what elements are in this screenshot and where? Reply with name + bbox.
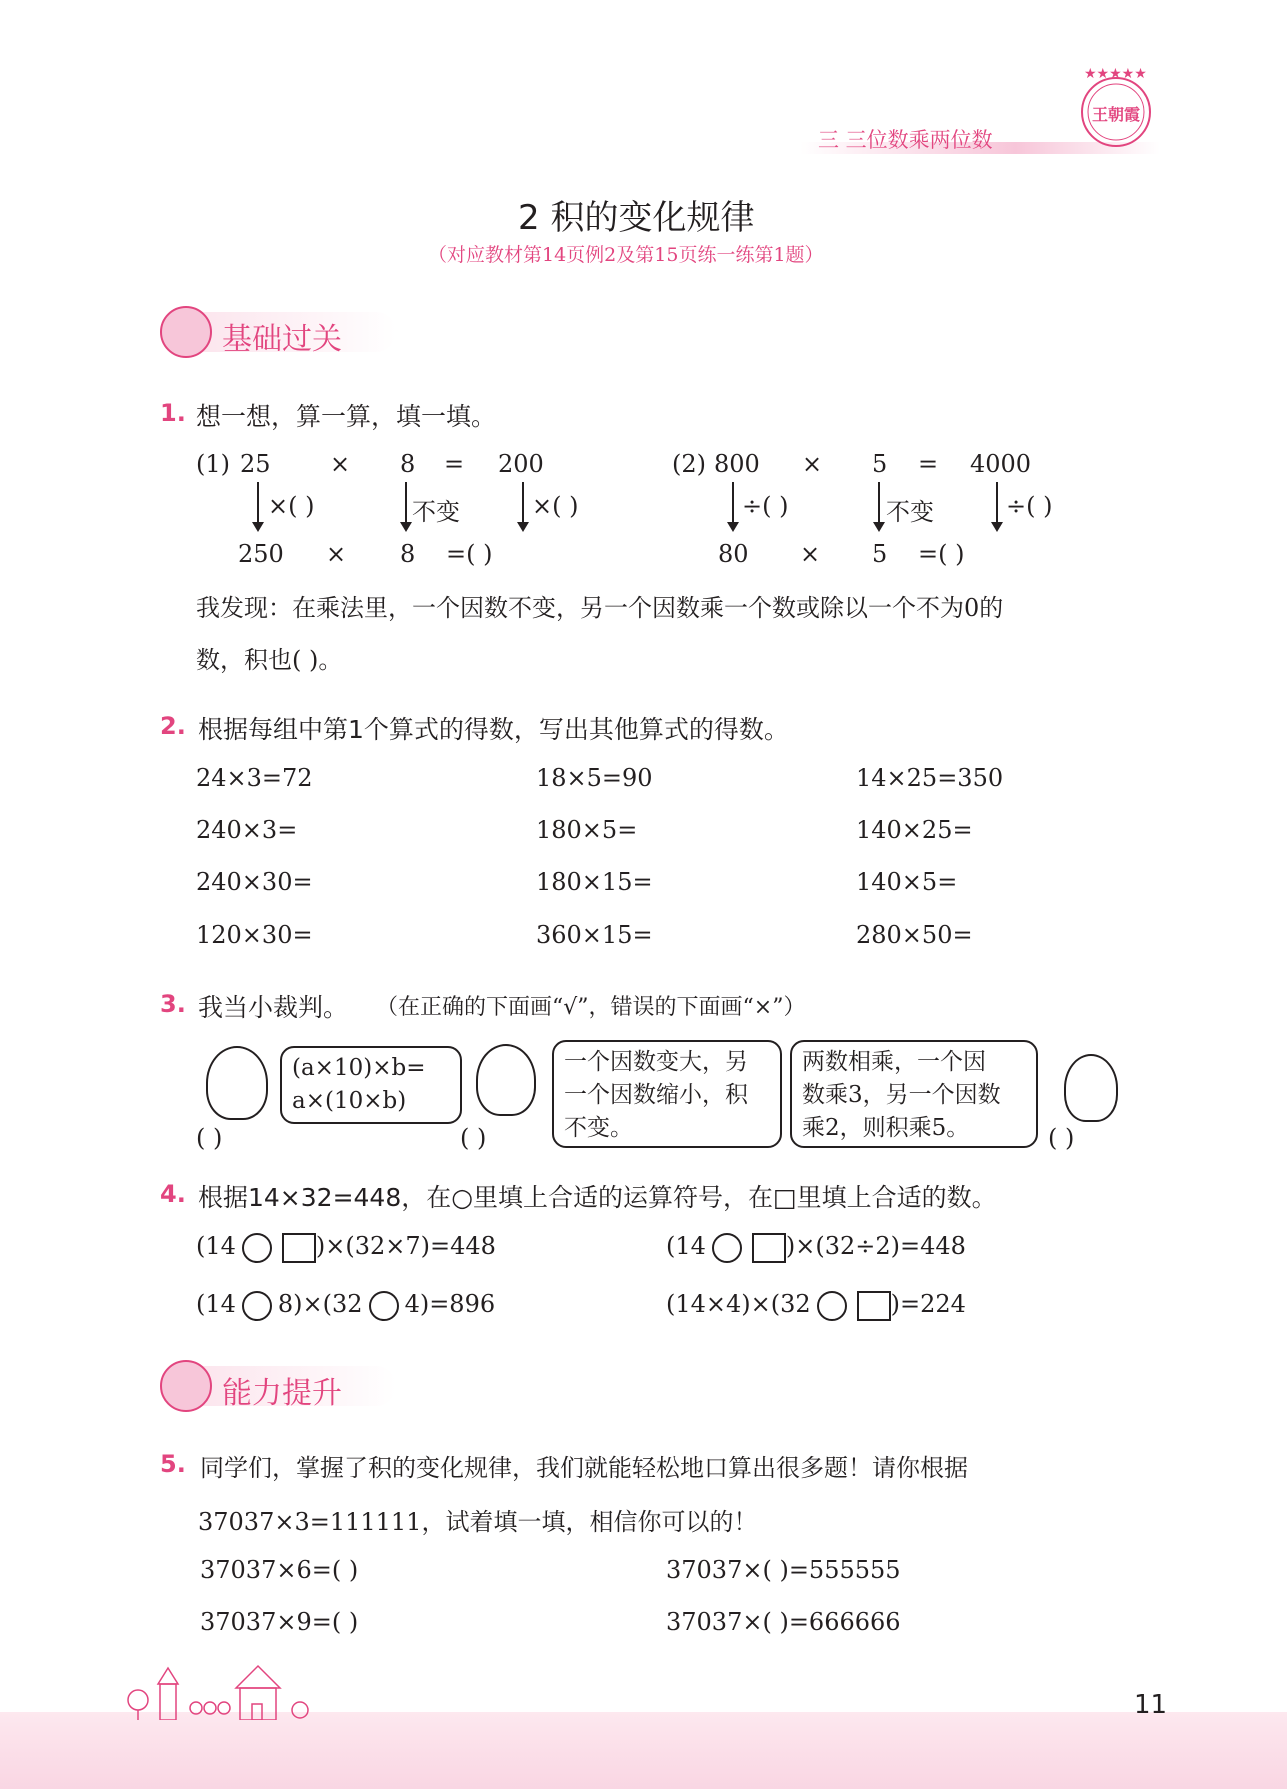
q4-r2b-pre: (14×4)×(32 <box>666 1290 811 1318</box>
q3-bubble-3-line1: 两数相乘，一个因 <box>802 1049 986 1075</box>
q4-r2b <box>666 1290 966 1321</box>
q1p2-label: (2) <box>672 450 706 478</box>
q2-c3-r1: 14×25=350 <box>856 764 1004 792</box>
girl-avatar-2 <box>476 1044 536 1116</box>
q3-bubble-3-line3: 乘2，则积乘5。 <box>802 1115 970 1141</box>
q1p1-mid-a: ×( ) <box>268 492 315 520</box>
svg-text:★★★★★: ★★★★★ <box>1084 66 1147 82</box>
q3-answer-3: ( ) <box>1048 1124 1075 1152</box>
q1p1-bot-b: 8 <box>400 540 416 568</box>
q1p1-eq: = <box>444 450 465 478</box>
q2-c2-r2: 180×5= <box>536 816 638 844</box>
q5-a1: 37037×6=( ) <box>200 1556 359 1584</box>
q4-r2a-circle-1[interactable] <box>242 1291 272 1321</box>
q5-text-line2: 37037×3=111111，试着填一填，相信你可以的！ <box>198 1508 758 1536</box>
q4-r1b-box[interactable] <box>752 1233 786 1263</box>
q3-number: 3. <box>160 990 186 1018</box>
q1p1-top-a: 25 <box>240 450 271 478</box>
q3-text: 我当小裁判。 <box>198 993 349 1022</box>
q4-r2a-mid: 8)×(32 <box>277 1290 363 1318</box>
q3-answer-2: ( ) <box>460 1124 487 1152</box>
q5-a2: 37037×9=( ) <box>200 1608 359 1636</box>
q2-c1-r4: 120×30= <box>196 921 313 949</box>
q1p2-mid-c: ÷( ) <box>1006 492 1053 520</box>
q5-b1: 37037×( )=555555 <box>666 1556 901 1584</box>
q4-r1a-box[interactable] <box>282 1233 316 1263</box>
q1p1-top-c: 200 <box>498 450 544 478</box>
page-title: 2 积的变化规律 <box>518 198 755 238</box>
q4-r1b-pre: (14 <box>666 1232 706 1260</box>
q1p2-top-a: 800 <box>714 450 760 478</box>
q3-bubble-1-line2: a×(10×b) <box>292 1088 407 1114</box>
q1-discover-line1: 我发现：在乘法里，一个因数不变，另一个因数乘一个数或除以一个不为0的 <box>196 594 1004 622</box>
q3-hint: （在正确的下面画“√”，错误的下面画“×”） <box>376 995 806 1020</box>
q5-number: 5. <box>160 1450 186 1478</box>
footer-band <box>0 1712 1287 1789</box>
q3-bubble-2-line3: 不变。 <box>564 1115 633 1141</box>
q1p1-bot-a: 250 <box>238 540 284 568</box>
q1p2-bot-b: 5 <box>872 540 888 568</box>
q4-r2a <box>196 1290 495 1321</box>
q1p1-bot-c: =( ) <box>446 540 493 568</box>
q2-number: 2. <box>160 712 186 740</box>
q1p1-bot-op: × <box>326 540 347 568</box>
girl-avatar-1 <box>206 1046 268 1120</box>
q3-bubble-3 <box>790 1040 1038 1148</box>
q1p1-arrow-a <box>257 482 259 530</box>
boy-avatar <box>1064 1054 1118 1122</box>
q2-c3-r4: 280×50= <box>856 921 973 949</box>
q1p1-mid-b: 不变 <box>412 498 460 526</box>
q4-r1b-post: )×(32÷2)=448 <box>785 1232 966 1260</box>
q1p1-label: (1) <box>196 450 230 478</box>
q1p2-top-c: 4000 <box>970 450 1032 478</box>
section-title-advanced: 能力提升 <box>222 1376 342 1411</box>
q1p1-top-b: 8 <box>400 450 416 478</box>
q4-r2a-pre: (14 <box>196 1290 236 1318</box>
chapter-title: 三 三位数乘两位数 <box>818 128 993 152</box>
q4-r2b-post: )=224 <box>890 1290 966 1318</box>
q2-c1-r2: 240×3= <box>196 816 298 844</box>
q2-c1-r3: 240×30= <box>196 868 313 896</box>
q1p2-bot-a: 80 <box>718 540 749 568</box>
q4-number: 4. <box>160 1180 186 1208</box>
q1p2-arrow-b <box>878 482 880 530</box>
q2-text: 根据每组中第1个算式的得数，写出其他算式的得数。 <box>198 715 789 744</box>
q4-r1b <box>666 1232 966 1263</box>
q2-c1-r1: 24×3=72 <box>196 764 313 792</box>
q1p1-arrow-b <box>405 482 407 530</box>
q4-r1a-pre: (14 <box>196 1232 236 1260</box>
q1-discover-line2: 数，积也( )。 <box>196 646 343 674</box>
publisher-logo <box>1076 62 1156 152</box>
q1p2-bot-c: =( ) <box>918 540 965 568</box>
mascot-icon-2 <box>160 1360 212 1412</box>
q5-b2: 37037×( )=666666 <box>666 1608 901 1636</box>
page-number: 11 <box>1134 1690 1168 1720</box>
q4-r2b-circle[interactable] <box>817 1291 847 1321</box>
mascot-icon <box>160 306 212 358</box>
q1p2-mid-a: ÷( ) <box>742 492 789 520</box>
q1-number: 1. <box>160 399 186 427</box>
q2-c2-r4: 360×15= <box>536 921 653 949</box>
q3-bubble-2-line1: 一个因数变大，另 <box>564 1049 748 1075</box>
q4-r2b-box[interactable] <box>857 1291 891 1321</box>
q2-c3-r2: 140×25= <box>856 816 973 844</box>
q5-text-line1: 同学们，掌握了积的变化规律，我们就能轻松地口算出很多题！请你根据 <box>200 1454 968 1482</box>
q4-text: 根据14×32=448，在○里填上合适的运算符号，在□里填上合适的数。 <box>198 1183 997 1212</box>
q4-r1b-circle[interactable] <box>712 1233 742 1263</box>
section-title-basic: 基础过关 <box>222 322 342 357</box>
q4-r2a-circle-2[interactable] <box>369 1291 399 1321</box>
logo-text: 王朝霞 <box>1092 105 1141 124</box>
q4-r1a-circle[interactable] <box>242 1233 272 1263</box>
q1p1-top-op: × <box>330 450 351 478</box>
q1p1-arrow-c <box>522 482 524 530</box>
q3-bubble-3-line2: 数乘3，另一个因数 <box>802 1082 1001 1108</box>
q1p2-top-b: 5 <box>872 450 888 478</box>
q3-bubble-1 <box>280 1046 462 1124</box>
q2-c3-r3: 140×5= <box>856 868 958 896</box>
q4-r1a <box>196 1232 496 1263</box>
q2-c2-r3: 180×15= <box>536 868 653 896</box>
q4-r1a-post: )×(32×7)=448 <box>315 1232 496 1260</box>
q3-bubble-1-line1: (a×10)×b= <box>292 1055 426 1081</box>
q1p2-bot-op: × <box>800 540 821 568</box>
q1p2-mid-b: 不变 <box>886 498 934 526</box>
q1p2-arrow-a <box>732 482 734 530</box>
page-subtitle: （对应教材第14页例2及第15页练一练第1题） <box>428 244 824 266</box>
q1p1-mid-c: ×( ) <box>532 492 579 520</box>
q1p2-eq: = <box>918 450 939 478</box>
footer-decoration <box>124 1664 324 1720</box>
q3-bubble-2-line2: 一个因数缩小，积 <box>564 1082 748 1108</box>
q1p2-arrow-c <box>996 482 998 530</box>
q3-bubble-2 <box>552 1040 782 1148</box>
q3-answer-1: ( ) <box>196 1124 223 1152</box>
q1-text: 想一想，算一算，填一填。 <box>196 402 497 431</box>
q2-c2-r1: 18×5=90 <box>536 764 653 792</box>
q4-r2a-post: 4)=896 <box>404 1290 496 1318</box>
q1p2-top-op: × <box>802 450 823 478</box>
